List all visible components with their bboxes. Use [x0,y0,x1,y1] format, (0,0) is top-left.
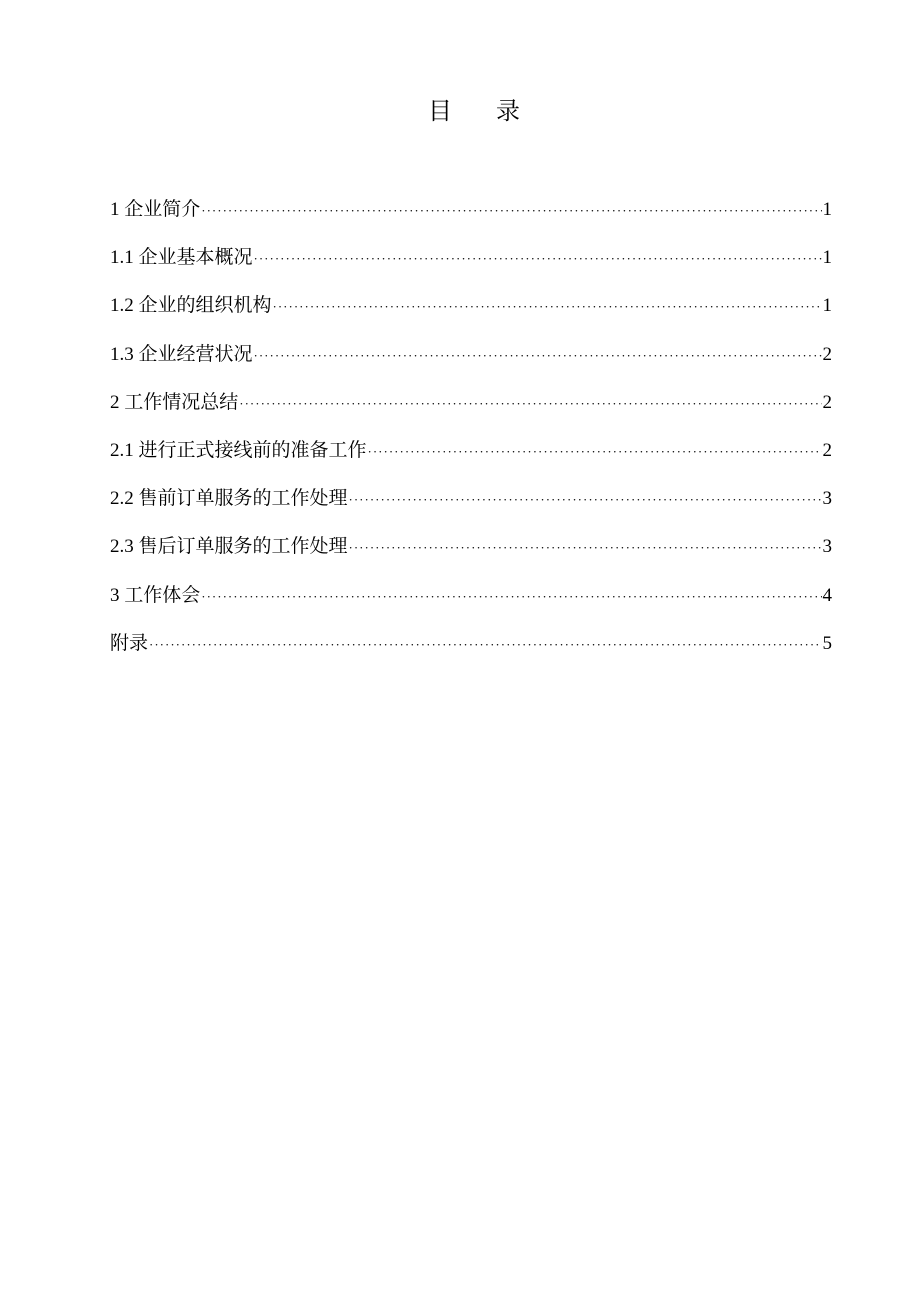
toc-entry-page: 4 [822,584,832,606]
toc-dot-leader [273,287,822,327]
toc-entry[interactable] [110,286,832,334]
toc-entry[interactable] [110,479,832,527]
toc-entry-label: 3 工作体会 [110,584,201,606]
toc-dot-leader [149,625,821,665]
toc-entry[interactable] [110,383,832,431]
toc-entry[interactable] [110,431,832,479]
toc-entry-page: 3 [822,536,832,558]
toc-dot-leader [254,239,822,279]
toc-entry-label: 2 工作情况总结 [110,391,239,413]
toc-entry-label: 1 企业简介 [110,199,201,220]
toc-entry-page: 2 [822,391,832,413]
toc-entry-label: 2.3 售后订单服务的工作处理 [110,536,348,558]
toc-entry-label: 1.3 企业经营状况 [110,343,253,365]
toc-entry[interactable] [110,624,832,672]
toc-entry-label: 附录 [110,632,149,654]
toc-entry-page: 1 [822,247,832,269]
toc-entry-label: 1.1 企业基本概况 [110,247,253,269]
toc-dot-leader [349,480,822,520]
toc-title-first-char: 目 [428,99,452,125]
toc-entry[interactable] [110,190,832,238]
toc-entry-page: 3 [822,488,832,510]
toc-entry[interactable] [110,576,832,624]
toc-dot-leader [201,577,821,617]
toc-entry-label: 2.2 售前订单服务的工作处理 [110,488,348,510]
toc-list [110,190,832,672]
toc-dot-leader [201,191,821,231]
toc-entry-label: 2.1 进行正式接线前的准备工作 [110,439,367,461]
toc-entry-page: 5 [822,632,832,654]
toc-title-second-char: 录 [496,99,520,125]
toc-entry-page: 1 [822,295,832,317]
toc-entry[interactable] [110,527,832,575]
toc-entry-label: 1.2 企业的组织机构 [110,295,272,317]
toc-dot-leader [239,384,821,424]
toc-dot-leader [254,336,822,376]
toc-entry[interactable] [110,335,832,383]
toc-dot-leader [368,432,822,472]
toc-entry-page: 2 [822,439,832,461]
toc-entry-page: 2 [822,343,832,365]
toc-title [0,92,920,132]
toc-entry-page: 1 [822,199,832,220]
toc-entry[interactable] [110,238,832,286]
toc-dot-leader [349,528,822,568]
